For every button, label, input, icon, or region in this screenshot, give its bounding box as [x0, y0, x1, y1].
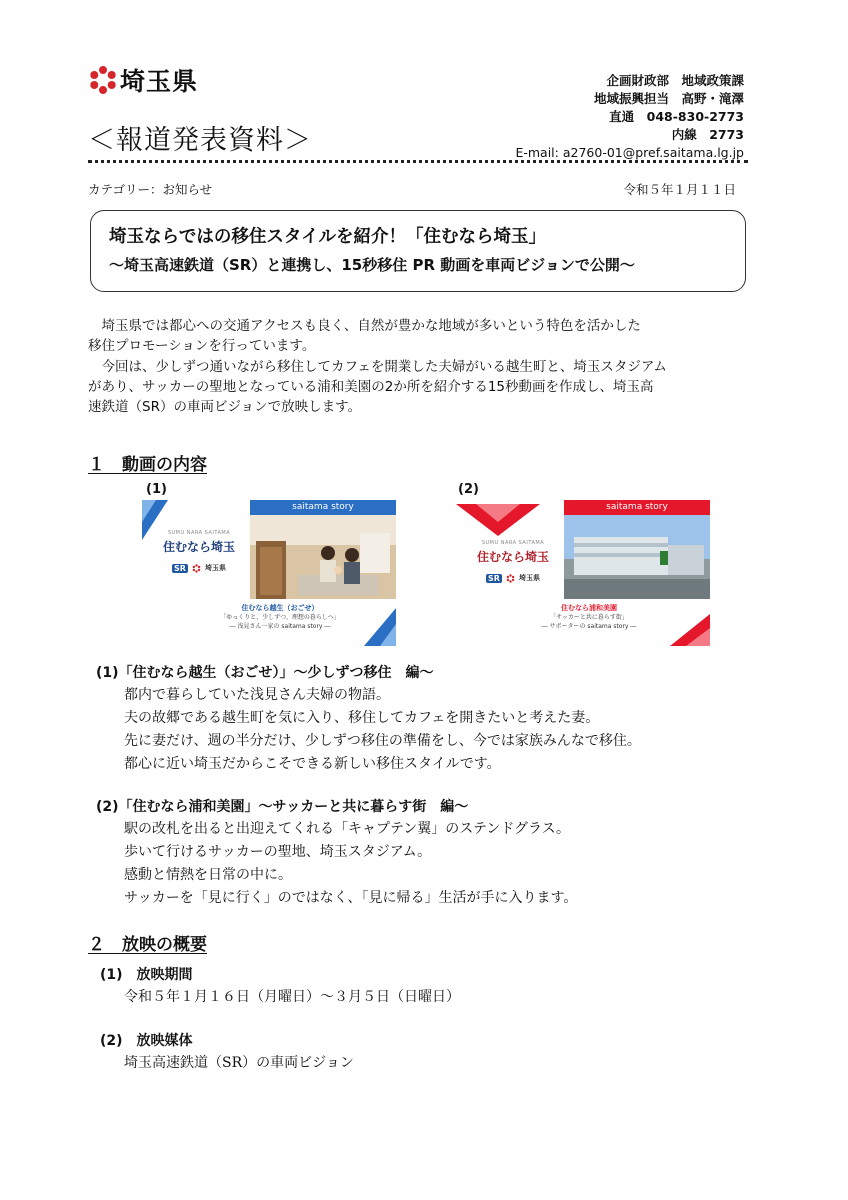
headline-sub: ～埼玉高速鉄道（SR）と連携し、15秒移住 PR 動画を車両ビジョンで公開～ [109, 256, 635, 274]
panel-1-logo [156, 530, 242, 573]
headline-main: 埼玉ならではの移住スタイルを紹介！「住むなら埼玉」 [109, 227, 546, 247]
caption-line: ― 浅見さん一家の saitama story ― [229, 623, 331, 630]
prefecture-emblem-icon [88, 65, 118, 95]
panel-2-sponsors [470, 573, 556, 583]
headline-box [90, 210, 746, 292]
pref-mini-label: 埼玉県 [518, 574, 540, 582]
release-date: 令和５年１月１１日 [623, 182, 736, 197]
intro-paragraph-1 [88, 316, 758, 356]
prefecture-emblem-icon [192, 564, 201, 573]
logo-subtitle: SUMU NARA SAITAMA [481, 540, 545, 546]
prefecture-name: 埼玉県 [120, 67, 199, 96]
description-line: 感動と情熱を日常の中に。 [124, 867, 292, 883]
press-release-title: ＜報道発表資料＞ [88, 125, 312, 156]
caption-line: 「ゆっくりと、少しずつ、理想の暮らしへ」 [220, 614, 340, 621]
logo-title: 住むなら埼玉 [476, 550, 549, 564]
panel-2-photo [564, 515, 710, 599]
prefecture-emblem-icon [506, 574, 515, 583]
panel-1-caption [202, 604, 358, 631]
broadcast-period-text: 令和５年１月１６日（月曜日）～３月５日（日曜日） [124, 989, 460, 1005]
video-2-title: (2)「住むなら浦和美園」～サッカーと共に暮らす街 編～ [96, 799, 469, 815]
intro-line: 移住プロモーションを行っています。 [88, 338, 316, 354]
contact-block [515, 72, 744, 162]
contact-department: 企画財政部 地域政策課 [606, 73, 744, 88]
description-line: 先に妻だけ、週の半分だけ、少しずつ移住の準備をし、今では家族みんなで移住。 [124, 733, 641, 749]
intro-line: 埼玉県では都心への交通アクセスも良く、自然が豊かな地域が多いという特色を活かした [88, 318, 641, 334]
caption-line: 「サッカーと共に暮らす街」 [550, 614, 628, 621]
contact-extension: 内線 2773 [671, 127, 744, 142]
description-line: 都内で暮らしていた浅見さん夫婦の物語。 [124, 687, 390, 703]
panel-2-banner: saitama story [564, 500, 710, 515]
pref-mini-label: 埼玉県 [204, 564, 226, 572]
prefecture-logo [88, 62, 198, 98]
panel-2-caption [506, 604, 672, 631]
description-line: 歩いて行けるサッカーの聖地、埼玉スタジアム。 [124, 844, 432, 860]
panel-1-banner: saitama story [250, 500, 396, 515]
description-line: 都心に近い埼玉だからこそできる新しい移住スタイルです。 [124, 756, 501, 772]
section-2-heading: ２ 放映の概要 [88, 935, 207, 955]
video-1-title: (1)「住むなら越生（おごせ）」～少しずつ移住 編～ [96, 665, 434, 681]
caption-line: ― サポーターの saitama story ― [541, 623, 637, 630]
intro-line: 今回は、少しずつ通いながら移住してカフェを開業した夫婦がいる越生町と、埼玉スタジアム [88, 359, 667, 375]
logo-subtitle: SUMU NARA SAITAMA [167, 530, 231, 536]
logo-title: 住むなら埼玉 [162, 540, 235, 554]
broadcast-period-title: (1) 放映期間 [100, 967, 193, 983]
panel-2-label: (2) [458, 482, 479, 497]
intro-line: 速鉄道（SR）の車両ビジョンで放映します。 [88, 399, 362, 415]
description-line: 駅の改札を出ると出迎えてくれる「キャプテン翼」のステンドグラス。 [124, 821, 571, 837]
contact-email[interactable]: E-mail: a2760-01@pref.saitama.lg.jp [515, 145, 744, 160]
contact-direct-phone: 直通 048-830-2773 [609, 109, 744, 124]
video-thumbnail-1 [142, 500, 396, 646]
broadcast-media-text: 埼玉高速鉄道（SR）の車両ビジョン [124, 1055, 354, 1071]
panel-1-photo [250, 515, 396, 599]
section-1-heading: １ 動画の内容 [88, 455, 207, 475]
panel-1-sponsors [156, 563, 242, 573]
panel-2-logo [470, 540, 556, 583]
contact-staff: 地域振興担当 高野・滝澤 [593, 91, 744, 106]
sr-logo: SR [488, 573, 500, 583]
video-thumbnail-2 [456, 500, 710, 646]
sr-logo: SR [174, 563, 186, 573]
category-label: カテゴリー：お知らせ [88, 182, 213, 197]
caption-title: 住むなら越生（おごせ） [241, 604, 319, 612]
caption-title: 住むなら浦和美園 [561, 604, 617, 612]
description-line: 夫の故郷である越生町を気に入り、移住してカフェを開きたいと考えた妻。 [124, 710, 600, 726]
video-2-description [124, 818, 577, 910]
video-1-description [124, 684, 641, 776]
intro-line: があり、サッカーの聖地となっている浦和美園の2か所を紹介する15秒動画を作成し、埼玉高 [88, 379, 654, 395]
intro-paragraph-2 [88, 357, 758, 417]
description-line: サッカーを「見に行く」のではなく、「見に帰る」生活が手に入ります。 [124, 890, 578, 906]
broadcast-media-title: (2) 放映媒体 [100, 1033, 193, 1049]
dotted-divider [88, 160, 748, 163]
panel-1-label: (1) [146, 482, 167, 497]
